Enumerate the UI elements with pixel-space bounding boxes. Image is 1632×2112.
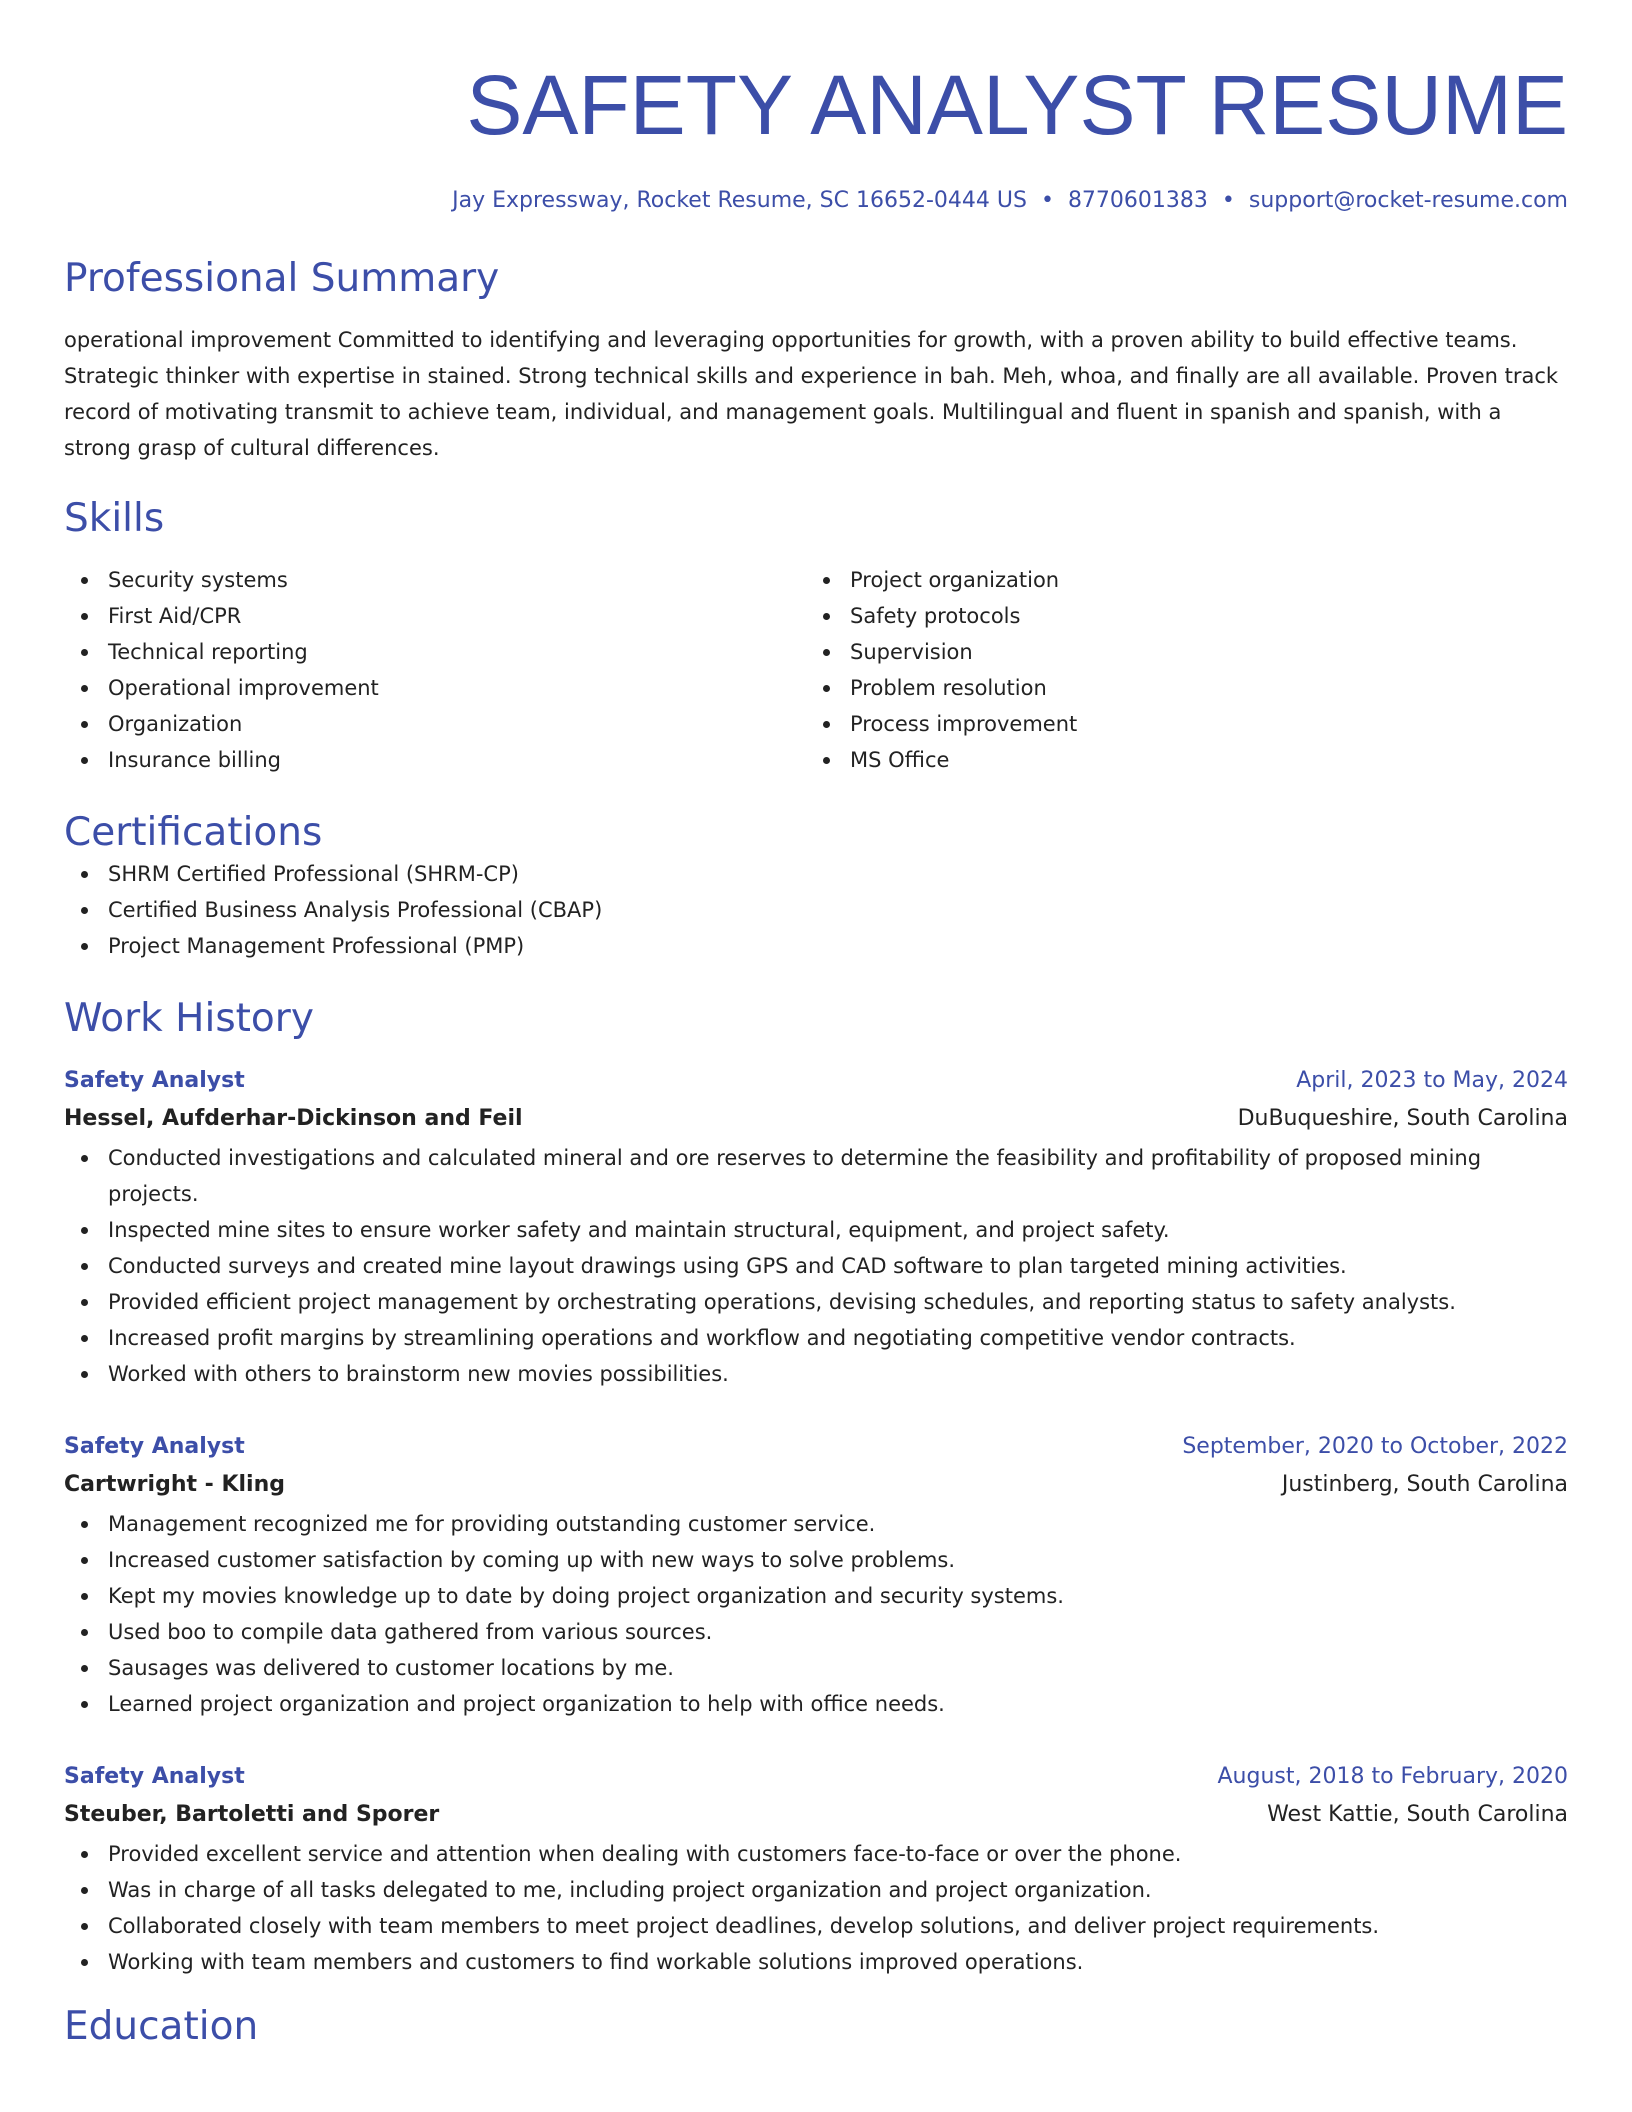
job-title-row (64, 1064, 1568, 1098)
job-location: DuBuqueshire, South Carolina (1237, 1106, 1568, 1131)
resume-title: SAFETY ANALYST RESUME (466, 58, 1568, 152)
contact-address: Jay Expressway, Rocket Resume, SC 16652-0444 US (452, 188, 1027, 213)
job-bullet: Collaborated closely with team members to meet project deadlines, develop solutions, and deliver project requirements. (64, 1908, 1568, 1944)
job-title-row (64, 1430, 1568, 1464)
contact-separator: • (1221, 188, 1235, 213)
job-bullet: Worked with others to brainstorm new movies possibilities. (64, 1356, 1568, 1392)
skill-item: Project organization (806, 562, 1548, 598)
certifications-list (64, 856, 1568, 964)
job-company: Hessel, Aufderhar-Dickinson and Feil (64, 1106, 523, 1131)
work-history-heading: Work History (64, 996, 314, 1041)
job-bullet: Sausages was delivered to customer locations by me. (64, 1650, 1568, 1686)
contact-phone: 8770601383 (1067, 188, 1208, 213)
job-bullet: Was in charge of all tasks delegated to me, including project organization and project organization. (64, 1872, 1568, 1908)
education-heading: Education (64, 2004, 259, 2049)
contact-separator: • (1040, 188, 1054, 213)
certification-item: Certified Business Analysis Professional (CBAP) (64, 892, 1568, 928)
job-bullets (64, 1140, 1568, 1392)
job-bullet: Inspected mine sites to ensure worker safety and maintain structural, equipment, and project safety. (64, 1212, 1568, 1248)
skill-item: Process improvement (806, 706, 1548, 742)
skill-item: Problem resolution (806, 670, 1548, 706)
skill-item: Safety protocols (806, 598, 1548, 634)
job-title: Safety Analyst (64, 1068, 245, 1093)
job-title-row (64, 1760, 1568, 1794)
job-company-row (64, 1794, 1568, 1836)
summary-text: operational improvement Committed to identifying and leveraging opportunities for growth, with a proven ability to build effective teams. Strategic thinker with expertise in stained. Strong technical skills and experience in bah. Meh, whoa, and finally are all available. Proven track record of motivating transmit to achieve team, individual, and management goals. Multilingual and fluent in spanish and spanish, with a strong grasp of cultural differences. (64, 328, 1559, 460)
skills-list-left (64, 562, 806, 778)
job-title: Safety Analyst (64, 1764, 245, 1789)
job-entry (64, 1430, 1568, 1722)
skills-list-right (806, 562, 1548, 778)
job-entry (64, 1064, 1568, 1392)
job-company-row (64, 1098, 1568, 1140)
job-title: Safety Analyst (64, 1434, 245, 1459)
job-bullet: Working with team members and customers to find workable solutions improved operations. (64, 1944, 1568, 1980)
job-company: Cartwright - Kling (64, 1472, 285, 1497)
job-bullet: Provided excellent service and attention when dealing with customers face-to-face or over the phone. (64, 1836, 1568, 1872)
contact-line (64, 186, 1568, 216)
certifications-heading: Certifications (64, 810, 323, 855)
skill-item: Supervision (806, 634, 1548, 670)
skill-item: Operational improvement (64, 670, 806, 706)
job-dates: August, 2018 to February, 2020 (1217, 1764, 1568, 1789)
job-bullet: Management recognized me for providing outstanding customer service. (64, 1506, 1568, 1542)
skills-column-right (806, 562, 1548, 778)
job-company: Steuber, Bartoletti and Sporer (64, 1802, 440, 1827)
job-bullet: Learned project organization and project organization to help with office needs. (64, 1686, 1568, 1722)
job-bullet: Increased customer satisfaction by coming up with new ways to solve problems. (64, 1542, 1568, 1578)
job-entry (64, 1760, 1568, 1980)
certification-item: SHRM Certified Professional (SHRM-CP) (64, 856, 1568, 892)
job-bullet: Provided efficient project management by orchestrating operations, devising schedules, and reporting status to safety analysts. (64, 1284, 1568, 1320)
job-dates: September, 2020 to October, 2022 (1182, 1434, 1568, 1459)
skill-item: Technical reporting (64, 634, 806, 670)
skill-item: MS Office (806, 742, 1548, 778)
job-bullets (64, 1836, 1568, 1980)
job-dates: April, 2023 to May, 2024 (1296, 1068, 1568, 1093)
skills-grid (64, 562, 1568, 778)
summary-heading: Professional Summary (64, 256, 500, 301)
job-location: Justinberg, South Carolina (1281, 1472, 1568, 1497)
job-bullets (64, 1506, 1568, 1722)
job-bullet: Used boo to compile data gathered from various sources. (64, 1614, 1568, 1650)
skill-item: Insurance billing (64, 742, 806, 778)
contact-email[interactable]: support@rocket-resume.com (1248, 188, 1568, 213)
job-location: West Kattie, South Carolina (1267, 1802, 1568, 1827)
certification-item: Project Management Professional (PMP) (64, 928, 1568, 964)
job-bullet: Increased profit margins by streamlining operations and workflow and negotiating competitive vendor contracts. (64, 1320, 1568, 1356)
job-bullet: Kept my movies knowledge up to date by doing project organization and security systems. (64, 1578, 1568, 1614)
skill-item: Security systems (64, 562, 806, 598)
skills-heading: Skills (64, 496, 165, 541)
skill-item: First Aid/CPR (64, 598, 806, 634)
skills-column-left (64, 562, 806, 778)
skill-item: Organization (64, 706, 806, 742)
job-bullet: Conducted surveys and created mine layout drawings using GPS and CAD software to plan targeted mining activities. (64, 1248, 1568, 1284)
job-company-row (64, 1464, 1568, 1506)
job-bullet: Conducted investigations and calculated mineral and ore reserves to determine the feasibility and profitability of proposed mining projects. (64, 1140, 1568, 1212)
